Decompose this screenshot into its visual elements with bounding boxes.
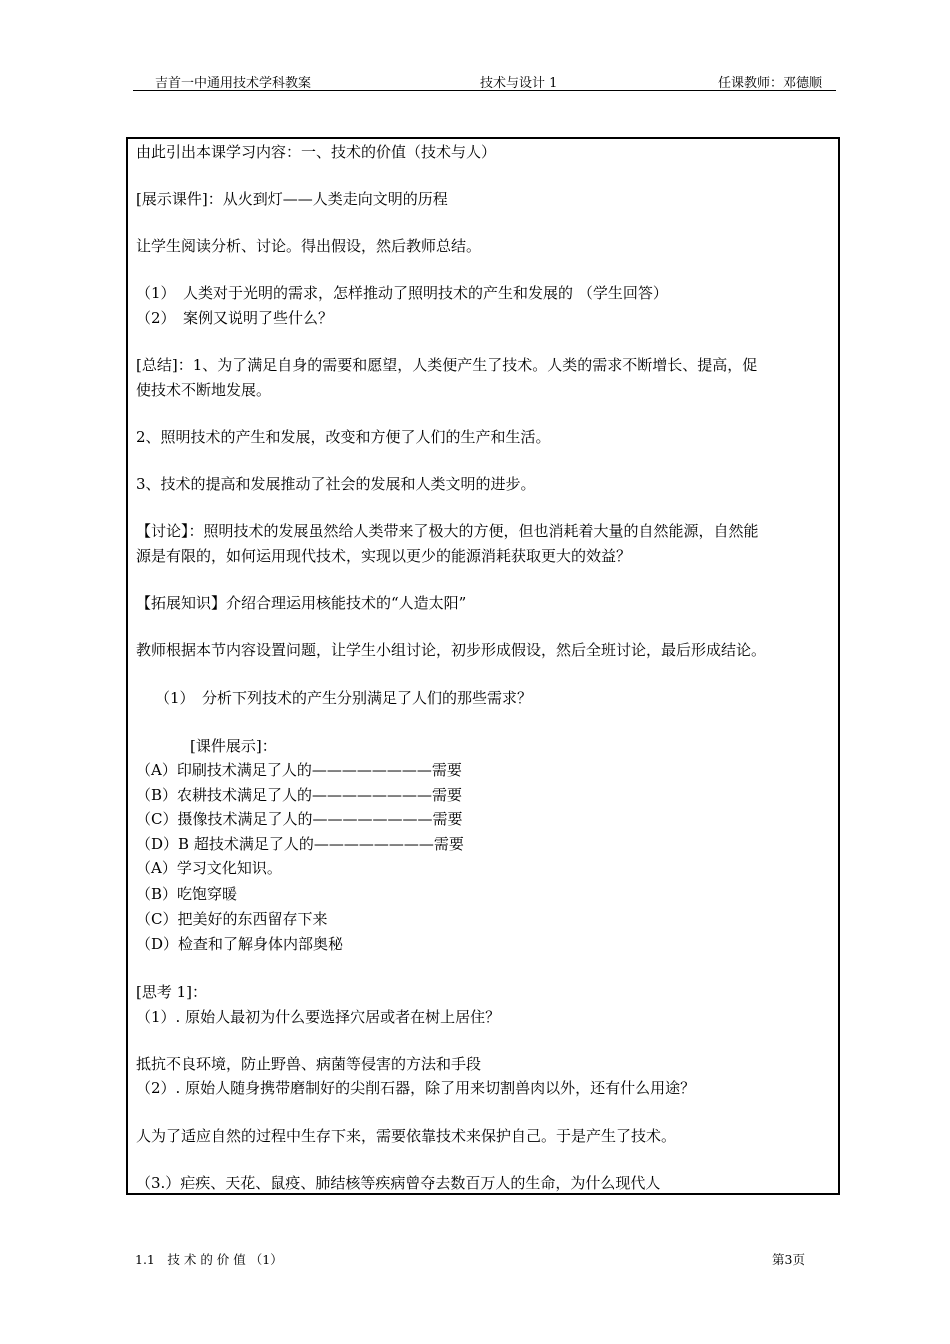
text-line: [展示课件]：从火到灯——人类走向文明的历程: [136, 190, 448, 208]
footer-page-number: 第3页: [772, 1252, 805, 1267]
text-line: 【讨论】：照明技术的发展虽然给人类带来了极大的方便，但也消耗着大量的自然能源，自然能: [136, 522, 759, 540]
header-course-title: 技术与设计 1: [480, 76, 558, 91]
text-line: 让学生阅读分析、讨论。得出假设，然后教师总结。: [136, 237, 482, 255]
header-school-title: 吉首一中通用技术学科教案: [155, 76, 312, 91]
text-line: （1） 人类对于光明的需求，怎样推动了照明技术的产生和发展的 （学生回答）: [136, 284, 668, 302]
text-line: （A）印刷技术满足了人的————————需要: [136, 761, 462, 779]
text-line: （B）农耕技术满足了人的————————需要: [136, 786, 463, 804]
text-line: （D）检查和了解身体内部奥秘: [136, 935, 344, 953]
text-line: 3、技术的提高和发展推动了社会的发展和人类文明的进步。: [136, 475, 536, 493]
text-line: （B）吃饱穿暖: [136, 885, 238, 903]
page-header: [133, 72, 836, 91]
text-line: （D）B 超技术满足了人的————————需要: [136, 835, 464, 853]
text-line: （C）摄像技术满足了人的————————需要: [136, 810, 463, 828]
text-line: （1）. 原始人最初为什么要选择穴居或者在树上居住？: [136, 1008, 501, 1026]
footer-section-title: 1.1 技 术 的 价 值 （1）: [135, 1252, 283, 1267]
text-line: [总结]：1、为了满足自身的需要和愿望，人类便产生了技术。人类的需求不断增长、提高，促: [136, 356, 758, 374]
text-line: （C）把美好的东西留存下来: [136, 910, 328, 928]
text-line: 源是有限的，如何运用现代技术，实现以更少的能源消耗获取更大的效益？: [136, 547, 632, 565]
text-line: （A）学习文化知识。: [136, 859, 282, 877]
text-line: 人为了适应自然的过程中生存下来，需要依靠技术来保护自己。于是产生了技术。: [136, 1127, 677, 1145]
text-line: （2）. 原始人随身携带磨制好的尖削石器，除了用来切割兽肉以外，还有什么用途？: [136, 1079, 696, 1097]
text-line: （2） 案例又说明了些什么？: [136, 309, 334, 327]
text-line: （1） 分析下列技术的产生分别满足了人们的那些需求？: [155, 689, 533, 707]
text-line: 教师根据本节内容设置问题，让学生小组讨论，初步形成假设，然后全班讨论，最后形成结论。: [136, 641, 767, 659]
text-line: [思考 1]：: [136, 983, 208, 1001]
text-line: （3.）疟疾、天花、鼠疫、肺结核等疾病曾夺去数百万人的生命，为什么现代人: [136, 1174, 661, 1192]
header-teacher: 任课教师：邓德顺: [717, 76, 822, 91]
text-line: 由此引出本课学习内容：一、技术的价值（技术与人）: [136, 143, 497, 161]
text-line: 2、照明技术的产生和发展，改变和方便了人们的生产和生活。: [136, 428, 551, 446]
text-line: 使技术不断地发展。: [136, 381, 272, 399]
text-line: 【拓展知识】介绍合理运用核能技术的“人造太阳”: [136, 594, 467, 612]
text-line: [课件展示]：: [190, 737, 277, 755]
text-line: 抵抗不良环境，防止野兽、病菌等侵害的方法和手段: [136, 1055, 482, 1073]
